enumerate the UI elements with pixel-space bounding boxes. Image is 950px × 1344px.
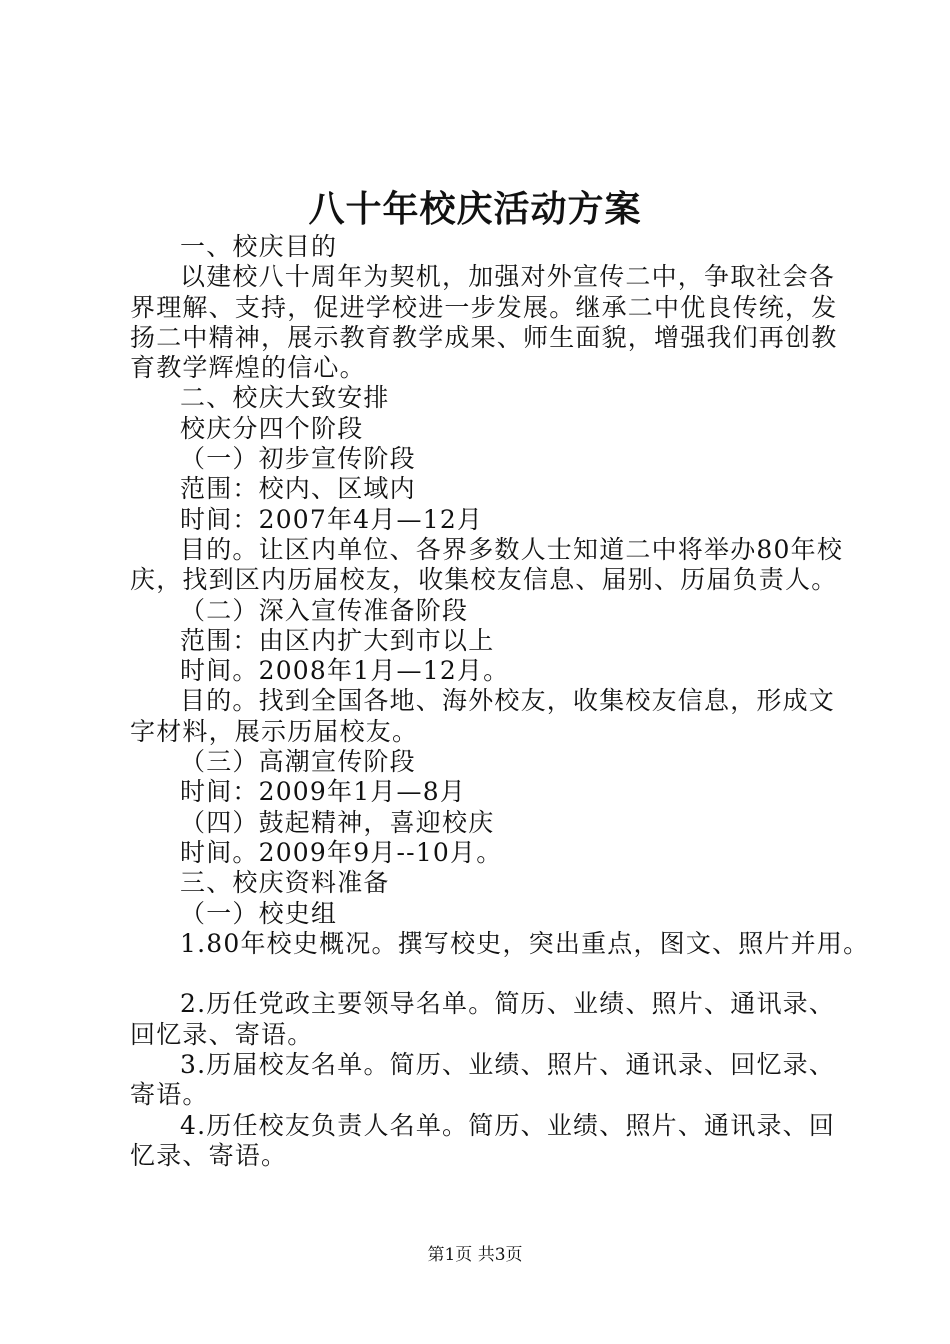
text-line: 庆，找到区内历届校友，收集校友信息、届别、历届负责人。 (130, 565, 838, 595)
text-line: （三）高潮宣传阶段 (180, 747, 416, 777)
text-line: 3.历届校友名单。简历、业绩、照片、通讯录、回忆录、 (180, 1050, 836, 1080)
text-line: 范围：由区内扩大到市以上 (180, 625, 495, 655)
text-line: 界理解、支持，促进学校进一步发展。继承二中优良传统，发 (130, 292, 838, 322)
text-line: （一）初步宣传阶段 (180, 444, 416, 474)
text-line: 扬二中精神，展示教育教学成果、师生面貌，增强我们再创教 (130, 322, 838, 352)
text-line: 范围：校内、区域内 (180, 474, 416, 504)
text-line: 一、校庆目的 (180, 232, 338, 261)
text-line: （二）深入宣传准备阶段 (180, 595, 469, 625)
text-line: 回忆录、寄语。 (130, 1019, 314, 1049)
text-line: 时间：2009年1月—8月 (180, 777, 467, 807)
page-footer: 第1页 共3页 (427, 1245, 523, 1265)
text-line: 忆录、寄语。 (130, 1140, 288, 1170)
text-line: 2.历任党政主要领导名单。简历、业绩、照片、通讯录、 (180, 989, 836, 1019)
text-line: 二、校庆大致安排 (180, 383, 390, 413)
text-line: 字材料，展示历届校友。 (130, 716, 419, 746)
document-body (130, 232, 870, 1171)
text-line: 目的。让区内单位、各界多数人士知道二中将举办80年校 (180, 534, 844, 564)
text-line: 时间。2009年9月--10月。 (180, 837, 503, 867)
text-line: 育教学辉煌的信心。 (130, 353, 366, 383)
text-line: 4.历任校友负责人名单。简历、业绩、照片、通讯录、回 (180, 1110, 836, 1140)
text-line: 以建校八十周年为契机，加强对外宣传二中，争取社会各 (180, 262, 836, 292)
text-line: 寄语。 (130, 1080, 209, 1110)
text-line: 校庆分四个阶段 (180, 413, 364, 443)
text-line: 三、校庆资料准备 (180, 868, 390, 898)
text-line: （一）校史组 (180, 898, 338, 928)
text-line: 目的。找到全国各地、海外校友，收集校友信息，形成文 (180, 686, 836, 716)
text-line: 时间。2008年1月—12月。 (180, 656, 510, 686)
text-line: 1.80年校史概况。撰写校史，突出重点，图文、照片并用。 (180, 928, 870, 958)
document-title: 八十年校庆活动方案 (308, 188, 642, 230)
text-line: 时间：2007年4月—12月 (180, 504, 484, 534)
text-line: （四）鼓起精神，喜迎校庆 (180, 807, 495, 837)
text-line (130, 959, 830, 989)
